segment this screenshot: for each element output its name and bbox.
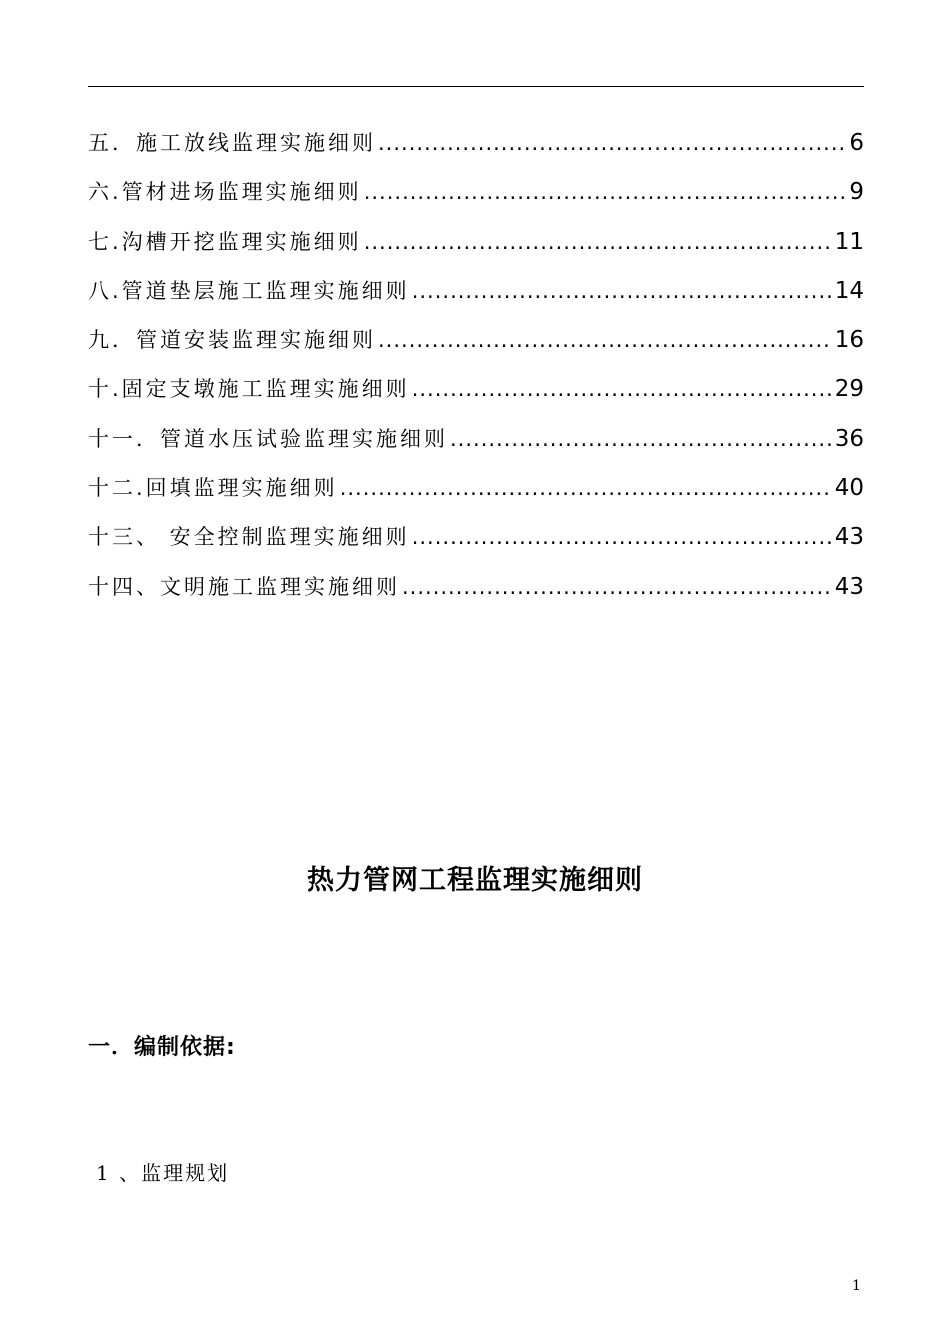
toc-entry-label: 十三、 安全控制监理实施细则	[88, 525, 410, 550]
toc-entry-page: 29	[834, 376, 864, 403]
toc-dot-leader	[412, 513, 833, 562]
toc-entry[interactable]	[88, 415, 864, 464]
toc-entry-label: 七.沟槽开挖监理实施细则	[88, 229, 362, 254]
toc-entry[interactable]	[88, 513, 864, 562]
toc-entry[interactable]	[88, 168, 864, 217]
toc-entry[interactable]	[88, 464, 864, 513]
toc-entry-page: 16	[834, 327, 864, 354]
toc-dot-leader	[378, 119, 847, 168]
toc-entry[interactable]	[88, 316, 864, 365]
toc-dot-leader	[450, 415, 833, 464]
toc-entry-page: 6	[849, 130, 864, 156]
toc-entry[interactable]	[88, 563, 864, 612]
toc-entry-label: 九．管道安装监理实施细则	[88, 328, 376, 353]
toc-dot-leader	[378, 316, 833, 365]
toc-entry-page: 43	[834, 573, 864, 600]
toc-entry[interactable]	[88, 119, 864, 168]
toc-entry-label: 十二.回填监理实施细则	[88, 476, 338, 501]
toc-entry-page: 11	[834, 228, 864, 255]
toc-entry-page: 43	[834, 524, 864, 551]
toc-entry-page: 9	[849, 179, 864, 206]
table-of-contents	[88, 119, 864, 612]
toc-entry-label: 十四、文明施工监理实施细则	[88, 574, 400, 599]
toc-entry-page: 36	[834, 425, 864, 452]
page-number: 1	[852, 1278, 861, 1294]
section-heading: 一．编制依据:	[88, 1035, 236, 1060]
toc-dot-leader	[364, 218, 833, 267]
toc-dot-leader	[402, 563, 833, 612]
toc-entry-page: 40	[834, 475, 864, 502]
toc-entry[interactable]	[88, 218, 864, 267]
toc-entry[interactable]	[88, 267, 864, 316]
toc-entry-label: 六.管材进场监理实施细则	[88, 180, 362, 205]
toc-dot-leader	[412, 267, 833, 316]
toc-dot-leader	[412, 365, 833, 414]
toc-dot-leader	[364, 168, 848, 217]
sub-item: 1 、监理规划	[96, 1161, 230, 1185]
header-rule	[88, 86, 864, 87]
document-title: 热力管网工程监理实施细则	[307, 865, 643, 896]
toc-entry-label: 十.固定支墩施工监理实施细则	[88, 377, 410, 402]
toc-entry-label: 八.管道垫层施工监理实施细则	[88, 278, 410, 303]
toc-dot-leader	[340, 464, 833, 513]
toc-entry-page: 14	[834, 277, 864, 304]
toc-entry-label: 十一．管道水压试验监理实施细则	[88, 426, 448, 451]
toc-entry[interactable]	[88, 365, 864, 414]
toc-entry-label: 五．施工放线监理实施细则	[88, 131, 376, 155]
